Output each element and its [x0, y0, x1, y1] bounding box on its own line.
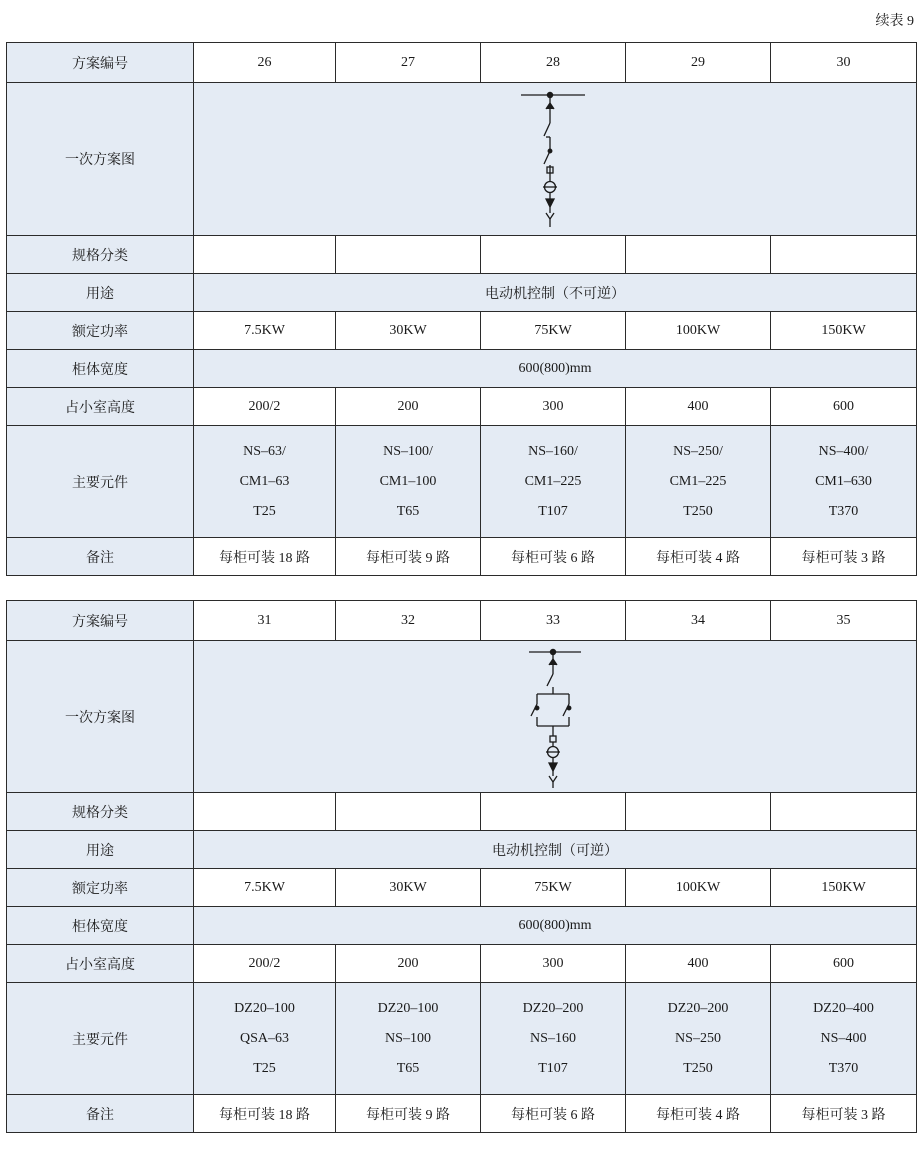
- rated-power: 150KW: [771, 312, 917, 350]
- scheme-number: 26: [194, 43, 336, 83]
- component-contactor: CM1–225: [669, 473, 727, 489]
- usage-row: [7, 831, 917, 869]
- room-height-label: 占小室高度: [7, 388, 194, 426]
- spec-class-cell: [336, 236, 481, 274]
- component-relay: T250: [683, 503, 713, 519]
- usage-value: 电动机控制（可逆）: [194, 831, 917, 869]
- remark: 每柜可装 4 路: [626, 1095, 771, 1133]
- rated-power: 30KW: [336, 869, 481, 907]
- rated-power-label: 额定功率: [7, 869, 194, 907]
- component-breaker: NS–160/: [528, 443, 578, 459]
- spec-class-cell: [481, 236, 626, 274]
- room-height: 600: [771, 388, 917, 426]
- component-breaker: NS–400/: [818, 443, 869, 459]
- scheme-number: 31: [194, 601, 336, 641]
- cabinet-width-value: 600(800)mm: [194, 907, 917, 945]
- rated-power: 100KW: [626, 312, 771, 350]
- component-breaker: DZ20–100: [377, 1000, 439, 1016]
- remark: 每柜可装 4 路: [626, 538, 771, 576]
- spec-class-row: [7, 793, 917, 831]
- single-line-diagram-irreversible: [515, 87, 595, 232]
- spec-class-row: [7, 236, 917, 274]
- component-switch: NS–400: [820, 1030, 867, 1046]
- room-height: 400: [626, 388, 771, 426]
- scheme-number: 28: [481, 43, 626, 83]
- usage-value: 电动机控制（不可逆）: [194, 274, 917, 312]
- remarks-label: 备注: [7, 538, 194, 576]
- spec-class-cell: [481, 793, 626, 831]
- spec-class-cell: [626, 793, 771, 831]
- component-relay: T370: [828, 1060, 859, 1076]
- component-switch: NS–160: [530, 1030, 576, 1046]
- remark: 每柜可装 9 路: [336, 538, 481, 576]
- cabinet-width-row: [7, 350, 917, 388]
- room-height: 200: [336, 388, 481, 426]
- component-relay: T65: [396, 1060, 420, 1076]
- room-height: 600: [771, 945, 917, 983]
- remark: 每柜可装 3 路: [771, 538, 917, 576]
- component-breaker: DZ20–200: [522, 1000, 584, 1016]
- scheme-table-2: [6, 600, 917, 1133]
- scheme-number: 33: [481, 601, 626, 641]
- room-height: 400: [626, 945, 771, 983]
- component-switch: NS–250: [675, 1030, 721, 1046]
- scheme-number-label: 方案编号: [7, 601, 194, 641]
- components-cell: [771, 426, 917, 538]
- room-height: 200: [336, 945, 481, 983]
- components-cell: [626, 983, 771, 1095]
- spec-class-cell: [194, 236, 336, 274]
- spec-class-cell: [771, 236, 917, 274]
- components-cell: [194, 983, 336, 1095]
- room-height: 300: [481, 945, 626, 983]
- rated-power: 100KW: [626, 869, 771, 907]
- room-height: 200/2: [194, 945, 336, 983]
- components-cell: [481, 426, 626, 538]
- remarks-row: [7, 1095, 917, 1133]
- component-relay: T65: [396, 503, 420, 519]
- component-breaker: NS–63/: [243, 443, 286, 459]
- scheme-number: 27: [336, 43, 481, 83]
- components-row: [7, 983, 917, 1095]
- usage-row: [7, 274, 917, 312]
- cabinet-width-value: 600(800)mm: [194, 350, 917, 388]
- remarks-label: 备注: [7, 1095, 194, 1133]
- components-cell: [771, 983, 917, 1095]
- spec-class-label: 规格分类: [7, 236, 194, 274]
- component-breaker: DZ20–200: [667, 1000, 729, 1016]
- component-relay: T250: [683, 1060, 713, 1076]
- spec-class-label: 规格分类: [7, 793, 194, 831]
- component-breaker: DZ20–100: [234, 1000, 295, 1016]
- component-contactor: CM1–63: [239, 473, 290, 489]
- rated-power: 75KW: [481, 869, 626, 907]
- continuation-label: 续表 9: [875, 14, 914, 29]
- spec-class-cell: [771, 793, 917, 831]
- component-breaker: NS–100/: [383, 443, 433, 459]
- diagram-row: [7, 641, 917, 793]
- components-cell: [626, 426, 771, 538]
- single-line-diagram-cell: [194, 83, 917, 236]
- spec-class-cell: [336, 793, 481, 831]
- component-switch: NS–100: [385, 1030, 431, 1046]
- component-breaker: NS–250/: [673, 443, 723, 459]
- components-label: 主要元件: [7, 983, 194, 1095]
- cabinet-width-label: 柜体宽度: [7, 350, 194, 388]
- remark: 每柜可装 18 路: [194, 538, 336, 576]
- room-height-row: [7, 388, 917, 426]
- scheme-table-1: [6, 42, 917, 576]
- scheme-number-row: [7, 601, 917, 641]
- spec-class-cell: [626, 236, 771, 274]
- room-height: 200/2: [194, 388, 336, 426]
- component-contactor: CM1–100: [379, 473, 437, 489]
- rated-power-row: [7, 312, 917, 350]
- room-height-row: [7, 945, 917, 983]
- rated-power: 30KW: [336, 312, 481, 350]
- components-cell: [336, 426, 481, 538]
- component-relay: T25: [253, 503, 276, 519]
- component-relay: T25: [253, 1060, 276, 1076]
- components-cell: [481, 983, 626, 1095]
- usage-label: 用途: [7, 831, 194, 869]
- remark: 每柜可装 6 路: [481, 1095, 626, 1133]
- components-label: 主要元件: [7, 426, 194, 538]
- rated-power: 150KW: [771, 869, 917, 907]
- usage-label: 用途: [7, 274, 194, 312]
- scheme-number-label: 方案编号: [7, 43, 194, 83]
- single-line-diagram-cell: [194, 641, 917, 793]
- component-contactor: CM1–630: [815, 473, 872, 489]
- component-relay: T107: [538, 503, 568, 519]
- diagram-row: [7, 83, 917, 236]
- component-switch: QSA–63: [239, 1030, 289, 1046]
- scheme-number: 34: [626, 601, 771, 641]
- scheme-number-row: [7, 43, 917, 83]
- scheme-number: 35: [771, 601, 917, 641]
- remarks-row: [7, 538, 917, 576]
- room-height-label: 占小室高度: [7, 945, 194, 983]
- single-line-diagram-reversible: [515, 644, 595, 789]
- cabinet-width-label: 柜体宽度: [7, 907, 194, 945]
- components-row: [7, 426, 917, 538]
- rated-power-label: 额定功率: [7, 312, 194, 350]
- remark: 每柜可装 9 路: [336, 1095, 481, 1133]
- remark: 每柜可装 3 路: [771, 1095, 917, 1133]
- components-cell: [194, 426, 336, 538]
- scheme-number: 29: [626, 43, 771, 83]
- diagram-label: 一次方案图: [7, 83, 194, 236]
- scheme-number: 32: [336, 601, 481, 641]
- rated-power-row: [7, 869, 917, 907]
- cabinet-width-row: [7, 907, 917, 945]
- component-relay: T370: [828, 503, 859, 519]
- scheme-number: 30: [771, 43, 917, 83]
- remark: 每柜可装 18 路: [194, 1095, 336, 1133]
- diagram-label: 一次方案图: [7, 641, 194, 793]
- rated-power: 75KW: [481, 312, 626, 350]
- rated-power: 7.5KW: [194, 869, 336, 907]
- component-breaker: DZ20–400: [813, 1000, 874, 1016]
- remark: 每柜可装 6 路: [481, 538, 626, 576]
- component-contactor: CM1–225: [524, 473, 582, 489]
- components-cell: [336, 983, 481, 1095]
- spec-class-cell: [194, 793, 336, 831]
- room-height: 300: [481, 388, 626, 426]
- component-relay: T107: [538, 1060, 568, 1076]
- rated-power: 7.5KW: [194, 312, 336, 350]
